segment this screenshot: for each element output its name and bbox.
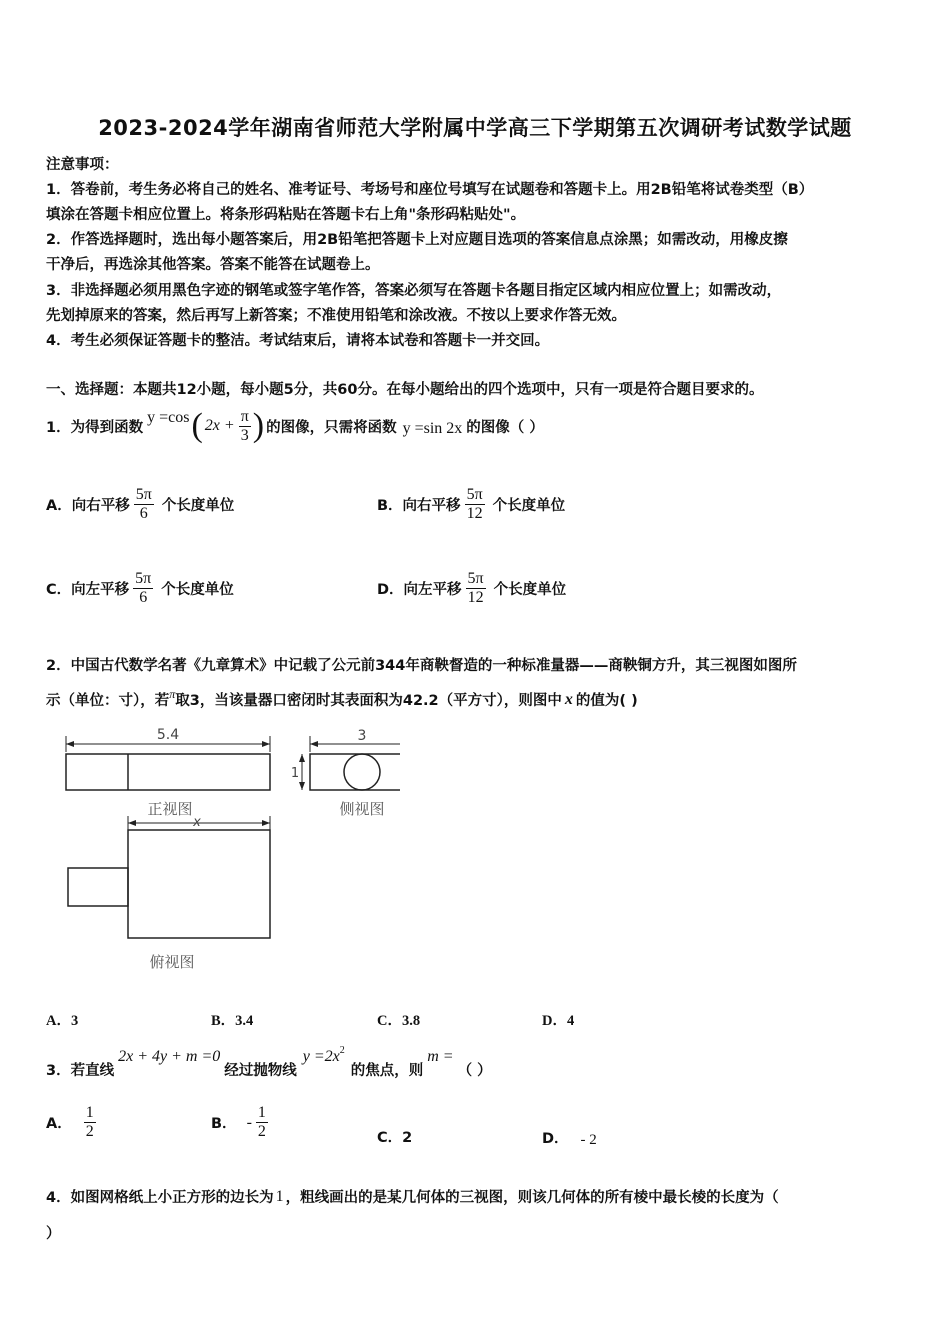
option-tail: 个长度单位: [493, 582, 567, 598]
option-label: D．向左平移: [377, 582, 462, 598]
q3-text: （ ）: [457, 1062, 492, 1079]
q3-line-equation: 2x + 4y + m =0: [118, 1048, 221, 1065]
q1-option-d[interactable]: [377, 570, 566, 607]
option-label: D．: [542, 1131, 569, 1147]
q3-parabola: y =2x: [302, 1048, 340, 1065]
q4-one: 1: [275, 1187, 284, 1205]
front-view-dimension: [66, 727, 270, 752]
fraction-denominator: 12: [467, 589, 484, 606]
q1-suffix: 的图像（ ）: [466, 419, 544, 436]
q3-option-a[interactable]: [46, 1104, 96, 1141]
q1-paren-right: ): [252, 407, 265, 444]
top-view-label: 俯视图: [149, 953, 195, 971]
q3-m-equals: m =: [427, 1048, 454, 1065]
q1-formula-2: y =sin 2x: [402, 420, 463, 437]
q2-text: 取3，当该量器口密闭时其表面积为42.2（平方寸），则图中: [175, 693, 562, 709]
q3-text: 经过抛物线: [224, 1062, 297, 1079]
q2-option-b[interactable]: B．3.4: [211, 1013, 254, 1029]
q2-three-view-figure: [60, 722, 400, 982]
q1-formula-inner: 2x +: [204, 417, 235, 434]
front-width-label: 5.4: [156, 727, 180, 743]
front-view: [66, 754, 270, 790]
notice-line: 3．非选择题必须用黑色字迹的钢笔或签字笔作答，答案必须写在答题卡各题目指定区域内相应位置上；如需改动，: [46, 283, 782, 299]
fraction-numerator: 5π: [135, 486, 152, 503]
fraction-numerator: 5π: [135, 570, 152, 587]
q4-text: ，粗线画出的是某几何体的三视图，则该几何体的所有棱中最长棱的长度为（: [285, 1190, 779, 1206]
q1-option-a[interactable]: [46, 486, 234, 523]
q1-option-b[interactable]: [377, 486, 565, 523]
fraction-denominator: 12: [466, 505, 483, 522]
front-view-label: 正视图: [147, 800, 193, 818]
side-view-label: 侧视图: [339, 800, 385, 818]
option-value: - 2: [580, 1132, 597, 1148]
q2-pi: π: [169, 687, 176, 701]
q1-pi-over-3: [239, 408, 251, 445]
option-label: A．向右平移: [46, 498, 130, 514]
q3-option-d[interactable]: [542, 1126, 597, 1149]
q2-text: 的值为( ): [575, 693, 638, 709]
fraction-denominator: 6: [139, 589, 148, 606]
q2-option-c[interactable]: C．3.8: [377, 1013, 421, 1029]
option-label: A．: [46, 1116, 72, 1132]
side-view: [310, 754, 400, 790]
side-height-label: 1: [290, 766, 300, 781]
q1-prefix: 1．为得到函数: [46, 419, 144, 436]
notice-line: 1．答卷前，考生务必将自己的姓名、准考证号、考场号和座位号填写在试题卷和答题卡上。用2B铅笔将试卷类型（B）: [46, 182, 814, 198]
option-fraction: [84, 1104, 96, 1141]
fraction-denominator: 6: [139, 505, 148, 522]
q1-option-c[interactable]: [46, 570, 234, 607]
q3-option-c[interactable]: C．2: [377, 1130, 413, 1146]
question-4: [46, 1186, 779, 1207]
option-tail: 个长度单位: [161, 582, 234, 598]
q1-formula-lhs: y =cos: [147, 409, 190, 426]
notice-line: 填涂在答题卡相应位置上。将条形码粘贴在答题卡右上角"条形码粘贴处"。: [46, 207, 526, 223]
q1-pi: π: [240, 407, 249, 425]
q4-text: 4．如图网格纸上小正方形的边长为: [46, 1190, 274, 1206]
q2-var-x: x: [564, 690, 573, 708]
q3-text: 的焦点，则: [350, 1062, 424, 1079]
option-tail: 个长度单位: [492, 498, 566, 514]
q1-mid: 的图像，只需将函数: [266, 419, 397, 436]
option-fraction: [465, 486, 485, 523]
notice-line: 干净后，再选涂其他答案。答案不能答在试题卷上。: [46, 257, 380, 273]
fraction-numerator: 5π: [467, 570, 484, 587]
fraction-numerator: 1: [85, 1104, 94, 1121]
q1-paren-left: (: [191, 407, 203, 444]
notice-line: 4．考生必须保证答题卡的整洁。考试结束后，请将本试卷和答题卡一并交回。: [46, 333, 550, 349]
notice-line: 2．作答选择题时，选出每小题答案后，用2B铅笔把答题卡上对应题目选项的答案信息点涂黑；如需改动，用橡皮擦: [46, 232, 788, 248]
question-3: [46, 1044, 492, 1080]
q3-option-b[interactable]: [211, 1104, 268, 1141]
option-tail: 个长度单位: [161, 498, 235, 514]
option-label: B．向右平移: [377, 498, 461, 514]
q3-text: 3．若直线: [46, 1062, 115, 1079]
q2-line-2: [46, 689, 638, 710]
top-view: [68, 830, 270, 938]
section-heading: 一、选择题：本题共12小题，每小题5分，共60分。在每小题给出的四个选项中，只有一项是符合题目要求的。: [46, 382, 764, 398]
q2-text: 示（单位：寸），若: [46, 693, 170, 709]
q1-three: 3: [240, 426, 249, 444]
option-fraction: [133, 570, 153, 607]
q3-exponent: 2: [339, 1044, 345, 1056]
question-1: [46, 404, 544, 448]
fraction-numerator: 5π: [466, 486, 483, 503]
q2-line-1: 2．中国古代数学名著《九章算术》中记载了公元前344年商鞅督造的一种标准量器——商鞅铜方升，其三视图如图所: [46, 658, 797, 674]
option-fraction: [134, 486, 154, 523]
fraction-denominator: 2: [257, 1123, 266, 1140]
side-width-label: 3: [357, 728, 367, 744]
notice-heading: 注意事项：: [46, 157, 119, 173]
notice-line: 先划掉原来的答案，然后再写上新答案；不准使用铅笔和涂改液。不按以上要求作答无效。: [46, 308, 626, 324]
q2-option-d[interactable]: D．4: [542, 1013, 575, 1029]
top-width-label: x: [193, 815, 201, 830]
option-label: B．: [211, 1116, 237, 1132]
option-fraction: [256, 1104, 268, 1141]
q4-line-2: ）: [46, 1226, 61, 1242]
option-fraction: [466, 570, 486, 607]
fraction-denominator: 2: [85, 1123, 94, 1140]
page-title: 2023-2024学年湖南省师范大学附属中学高三下学期第五次调研考试数学试题: [98, 116, 852, 140]
fraction-numerator: 1: [257, 1104, 266, 1121]
option-sign: -: [246, 1113, 252, 1131]
q2-option-a[interactable]: A．3: [46, 1013, 79, 1029]
option-label: C．向左平移: [46, 582, 130, 598]
